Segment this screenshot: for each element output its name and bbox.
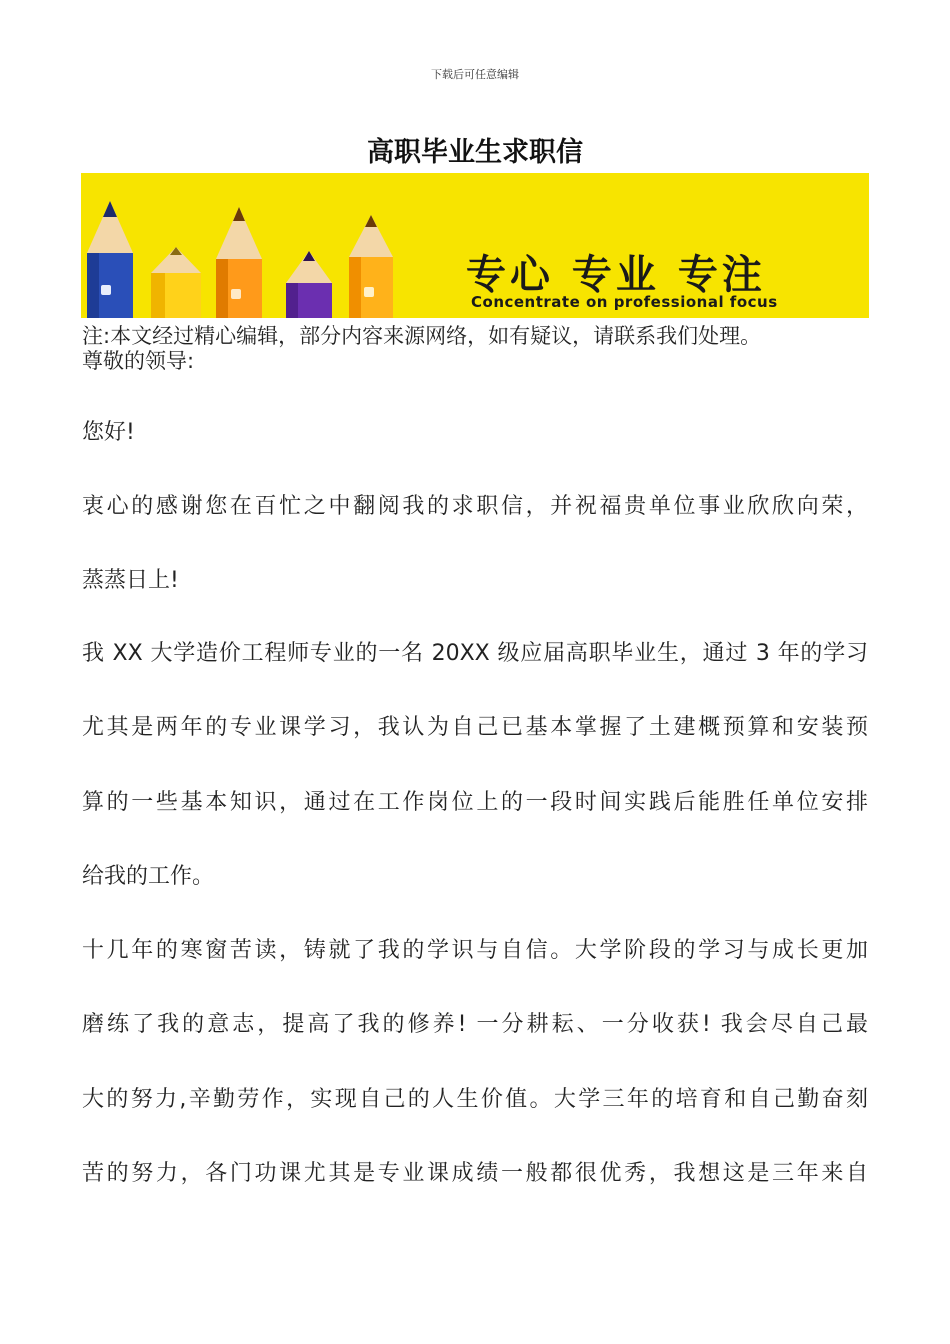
letter-line: 磨练了我的意志，提高了我的修养! 一分耕耘、一分收获! 我会尽自己最	[82, 1012, 868, 1037]
document-title: 高职毕业生求职信	[367, 137, 583, 168]
blue-pencil-icon	[87, 201, 133, 318]
letter-line: 大的努力,辛勤劳作，实现自己的人生价值。大学三年的培育和自己勤奋刻	[82, 1087, 868, 1112]
header-note: 下载后可任意编辑	[431, 68, 519, 81]
letter-line: 苦的努力，各门功课尤其是专业课成绩一般都很优秀，我想这是三年来自	[82, 1161, 868, 1186]
orange-pencil-icon	[216, 207, 262, 318]
letter-line: 给我的工作。	[82, 864, 215, 889]
banner-image	[81, 173, 869, 318]
letter-line: 尤其是两年的专业课学习，我认为自己已基本掌握了土建概预算和安装预	[82, 715, 868, 740]
letter-line: 算的一些基本知识，通过在工作岗位上的一段时间实践后能胜任单位安排	[82, 790, 868, 815]
letter-line: 您好!	[82, 420, 135, 445]
letter-line: 十几年的寒窗苦读，铸就了我的学识与自信。大学阶段的学习与成长更加	[82, 938, 868, 963]
purple-pencil-icon	[286, 251, 332, 318]
salutation: 尊敬的领导:	[82, 349, 195, 373]
banner-slogan: 专心 专业 专注	[466, 252, 766, 298]
editor-notice: 注:本文经过精心编辑，部分内容来源网络，如有疑议，请联系我们处理。	[82, 324, 762, 348]
banner-subtitle: Concentrate on professional focus	[471, 293, 778, 311]
letter-line: 我 XX 大学造价工程师专业的一名 20XX 级应届高职毕业生，通过 3 年的学习	[82, 641, 868, 666]
letter-line: 蒸蒸日上!	[82, 568, 179, 593]
yellow-pencil-icon	[151, 247, 201, 318]
letter-line: 衷心的感谢您在百忙之中翻阅我的求职信，并祝福贵单位事业欣欣向荣，	[82, 494, 868, 519]
orange-yellow-pencil-icon	[349, 215, 393, 318]
